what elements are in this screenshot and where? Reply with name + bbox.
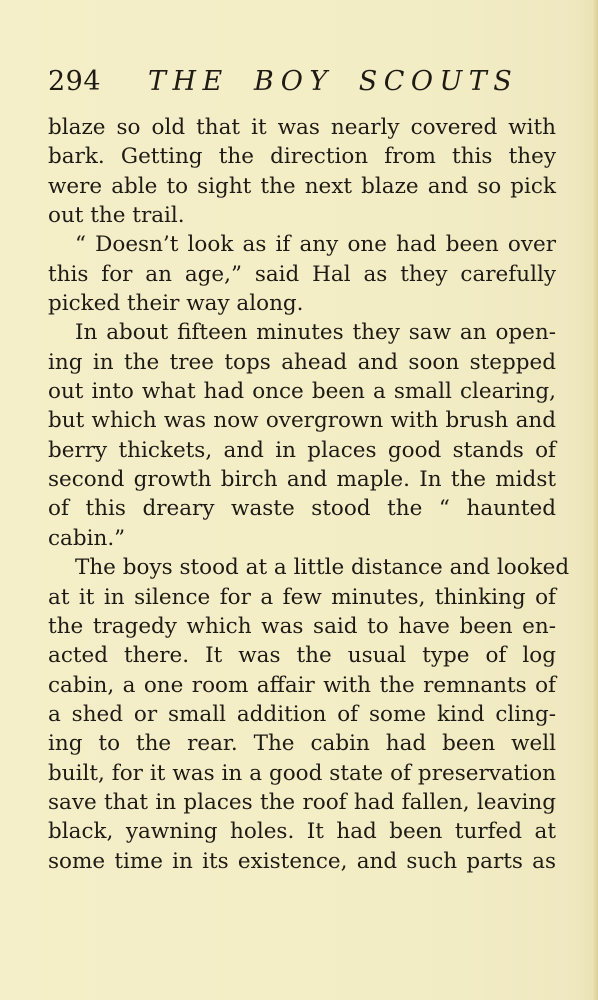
text-line: but which was now overgrown with brush and [48,408,556,434]
text-line: out the trail. [48,203,185,229]
text-line: this for an age,” said Hal as they carefully [48,261,556,287]
text-line: berry thickets, and in places good stands of [48,437,556,463]
text-line: cabin, a one room affair with the remnants of [48,672,556,698]
text-line: In about fifteen minutes they saw an open- [75,320,556,346]
text-line: save that in places the roof had fallen, leaving [48,789,556,815]
text-line: of this dreary waste stood the “ haunted [48,496,556,522]
text-line: black, yawning holes. It had been turfed at [48,819,556,845]
text-line: ing in the tree tops ahead and soon stepped [48,349,556,375]
body-text [48,113,570,876]
text-line: out into what had once been a small clearing, [48,379,556,405]
text-line: built, for it was in a good state of preservation [48,760,556,786]
text-line: ing to the rear. The cabin had been well [48,731,556,757]
text-line: some time in its existence, and such parts as [48,848,556,874]
text-line: The boys stood at a little distance and looked [75,555,570,581]
text-line: were able to sight the next blaze and so pick [48,173,556,199]
page-number: 294 [48,66,102,97]
text-line: cabin.” [48,525,126,551]
text-line: blaze so old that it was nearly covered with [48,115,556,140]
text-line: at it in silence for a few minutes, thinking of [48,584,556,610]
text-line: acted there. It was the usual type of log [48,643,556,669]
page-edge [592,0,598,1000]
text-line: the tragedy which was said to have been en- [48,613,556,639]
text-line: bark. Getting the direction from this they [48,144,556,170]
running-head: THE BOY SCOUTS [148,66,519,97]
text-line: second growth birch and maple. In the midst [48,467,556,493]
text-line: “ Doesn’t look as if any one had been over [75,232,556,258]
text-line: picked their way along. [48,291,304,317]
text-line: a shed or small addition of some kind cling- [48,701,556,727]
page-header [48,64,548,98]
